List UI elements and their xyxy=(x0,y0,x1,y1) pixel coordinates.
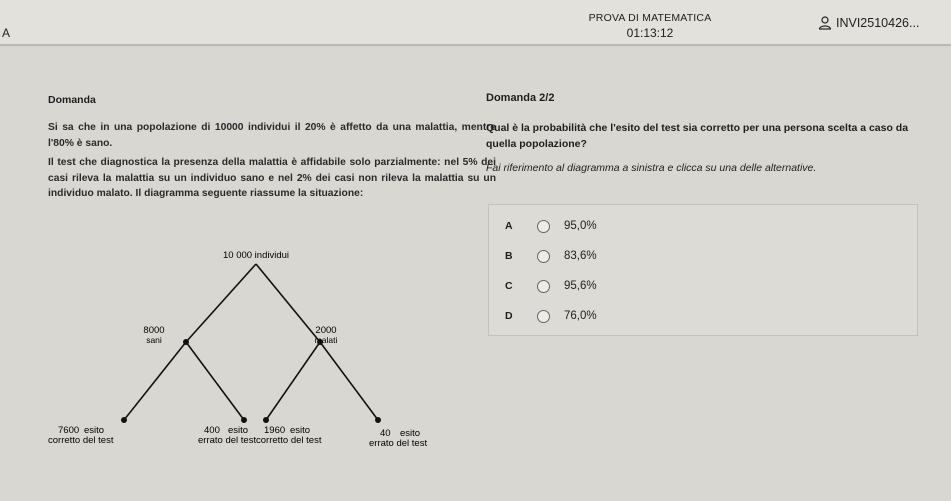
malati-value: 2000 xyxy=(315,325,337,336)
user-info xyxy=(818,16,919,30)
branch-root-malati xyxy=(256,264,320,342)
node-sani xyxy=(183,339,189,345)
leaf4-line1: esito xyxy=(400,428,421,439)
branch-root-sani xyxy=(186,264,256,342)
leaf-2 xyxy=(241,417,247,423)
answer-options xyxy=(488,204,918,336)
root-label: 10 000 individui xyxy=(222,250,290,261)
question-panel xyxy=(486,92,926,184)
left-mark: A xyxy=(2,26,11,40)
leaf3-value: 1960 xyxy=(264,425,286,436)
user-id: INVI2510426... xyxy=(836,16,920,30)
leaf4-line2: errato del test xyxy=(369,438,428,449)
probability-tree-diagram xyxy=(44,244,464,454)
answer-letter: B xyxy=(505,250,513,262)
branch-malati-wrong xyxy=(320,342,378,420)
context-title: Domanda xyxy=(48,94,96,106)
question-context xyxy=(48,94,496,206)
leaf2-value: 400 xyxy=(204,425,220,436)
context-text xyxy=(48,120,496,202)
branch-sani-wrong xyxy=(186,342,244,420)
answer-letter: D xyxy=(505,310,513,322)
question-instruction: Fai riferimento al diagramma a sinistra e clicca su una delle alternative. xyxy=(486,162,817,174)
branch-sani-correct xyxy=(124,342,186,420)
sani-value: 8000 xyxy=(143,325,165,336)
answer-option-d[interactable] xyxy=(489,301,917,331)
top-bar xyxy=(0,0,951,46)
leaf4-value: 40 xyxy=(380,428,391,439)
sani-label: sani xyxy=(146,335,162,345)
context-paragraph-1: Si sa che in una popolazione di 10000 individui il 20% è affetto da una malattia, mentre l'80% è sano. xyxy=(48,122,496,149)
answer-letter: A xyxy=(505,220,513,232)
leaf2-line2: errato del test xyxy=(198,435,257,446)
answer-option-b[interactable] xyxy=(489,241,917,271)
question-number: Domanda 2/2 xyxy=(486,92,555,104)
branch-malati-correct xyxy=(266,342,320,420)
malati-label: malati xyxy=(314,335,338,345)
answer-letter: C xyxy=(505,280,513,292)
user-icon xyxy=(818,16,832,30)
leaf1-line1: esito xyxy=(84,425,105,436)
leaf2-line1: esito xyxy=(228,425,249,436)
question-text: Qual è la probabilità che l'esito del test sia corretto per una persona scelta a caso da quella popolazione? xyxy=(486,122,909,150)
answer-value: 95,6% xyxy=(564,280,597,292)
answer-value: 76,0% xyxy=(564,310,597,322)
timer: 01:13:12 xyxy=(626,26,674,40)
radio-button[interactable] xyxy=(537,250,550,263)
leaf-4 xyxy=(375,417,381,423)
answer-value: 95,0% xyxy=(564,220,597,232)
context-paragraph-2: Il test che diagnostica la presenza della malattia è affidabile solo parzialmente: nel 5% dei casi rileva la malattia su un individuo sano e nel 2% dei casi non rileva la malattia su un individuo malato. Il diagramma seguente riassume la situazione: xyxy=(48,157,496,199)
exam-title: PROVA DI MATEMATICA xyxy=(588,12,712,24)
radio-button[interactable] xyxy=(537,310,550,323)
answer-value: 83,6% xyxy=(564,250,597,262)
leaf1-value: 7600 xyxy=(58,425,80,436)
radio-button[interactable] xyxy=(537,220,550,233)
answer-option-c[interactable] xyxy=(489,271,917,301)
leaf3-line1: esito xyxy=(290,425,311,436)
leaf1-line2: corretto del test xyxy=(48,435,114,446)
leaf3-line2: corretto del test xyxy=(256,435,322,446)
leaf-1 xyxy=(121,417,127,423)
radio-button[interactable] xyxy=(537,280,550,293)
answer-option-a[interactable] xyxy=(489,211,917,241)
leaf-3 xyxy=(263,417,269,423)
